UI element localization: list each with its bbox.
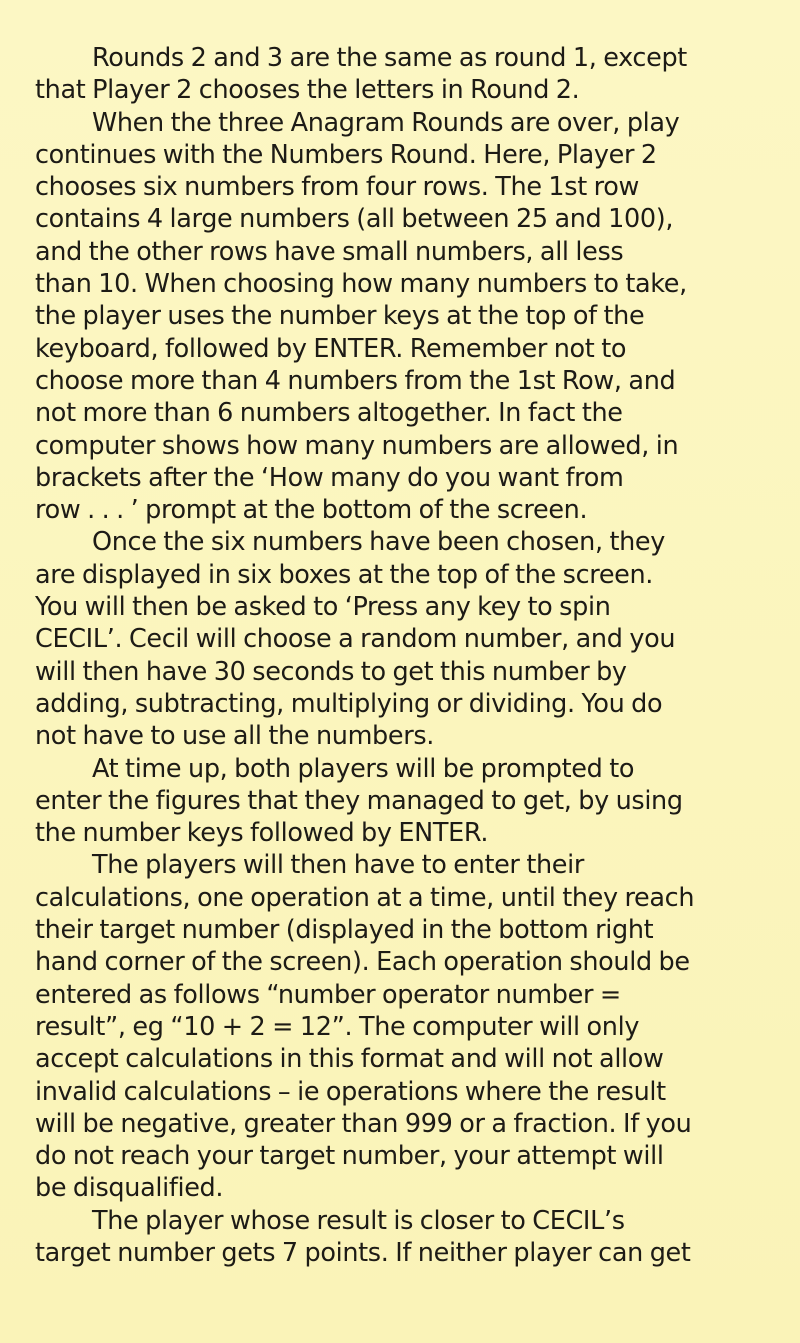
text-line: not more than 6 numbers altogether. In fact the (35, 398, 623, 429)
text-line: their target number (displayed in the bottom right (35, 915, 654, 946)
text-line: brackets after the ‘How many do you want from (35, 462, 624, 493)
text-line: Once the six numbers have been chosen, they (92, 527, 666, 558)
text-line: be disqualified. (35, 1173, 224, 1204)
text-line: and the other rows have small numbers, all less (35, 236, 624, 267)
text-line: calculations, one operation at a time, until they reach (35, 882, 695, 913)
text-line: choose more than 4 numbers from the 1st Row, and (35, 365, 676, 396)
paragraph-calculations (35, 849, 760, 1204)
text-line: The player whose result is closer to CECIL’s (92, 1205, 625, 1236)
text-line: do not reach your target number, your attempt will (35, 1141, 664, 1172)
paragraph-cecil-spin (35, 526, 760, 752)
paragraph-scoring (35, 1205, 760, 1270)
text-line: chooses six numbers from four rows. The 1st row (35, 172, 639, 203)
text-line: the player uses the number keys at the top of the (35, 301, 645, 332)
text-line: computer shows how many numbers are allowed, in (35, 430, 679, 461)
text-line: contains 4 large numbers (all between 25 and 100), (35, 204, 674, 235)
text-line: Rounds 2 and 3 are the same as round 1, except (92, 43, 687, 73)
text-line: continues with the Numbers Round. Here, Player 2 (35, 139, 657, 170)
text-line: are displayed in six boxes at the top of the screen. (35, 559, 654, 590)
text-line: CECIL’. Cecil will choose a random number, and you (35, 624, 676, 655)
text-line: that Player 2 chooses the letters in Round 2. (35, 75, 580, 106)
text-line: keyboard, followed by ENTER. Remember not to (35, 333, 627, 364)
paragraph-numbers-round (35, 107, 760, 527)
text-line: will then have 30 seconds to get this number by (35, 656, 627, 687)
text-line: will be negative, greater than 999 or a fraction. If you (35, 1108, 692, 1139)
text-line: hand corner of the screen). Each operation should be (35, 947, 690, 978)
text-line: accept calculations in this format and will not allow (35, 1044, 664, 1075)
text-line: adding, subtracting, multiplying or dividing. You do (35, 688, 663, 719)
paragraph-time-up (35, 753, 760, 850)
text-line: not have to use all the numbers. (35, 721, 435, 752)
text-line: When the three Anagram Rounds are over, play (92, 107, 680, 138)
text-line: row . . . ’ prompt at the bottom of the screen. (35, 495, 588, 526)
text-line: The players will then have to enter their (92, 850, 584, 881)
paragraph-rounds-two-three (35, 42, 760, 107)
text-line: the number keys followed by ENTER. (35, 818, 489, 849)
text-line: You will then be asked to ‘Press any key to spin (35, 592, 611, 623)
text-line: target number gets 7 points. If neither player can get (35, 1237, 691, 1268)
text-line: invalid calculations – ie operations where the result (35, 1076, 666, 1107)
text-line: entered as follows “number operator number = (35, 979, 621, 1010)
text-line: result”, eg “10 + 2 = 12”. The computer will only (35, 1011, 640, 1042)
text-line: At time up, both players will be prompted to (92, 753, 635, 784)
text-line: enter the figures that they managed to get, by using (35, 785, 683, 816)
text-line: than 10. When choosing how many numbers to take, (35, 269, 687, 300)
